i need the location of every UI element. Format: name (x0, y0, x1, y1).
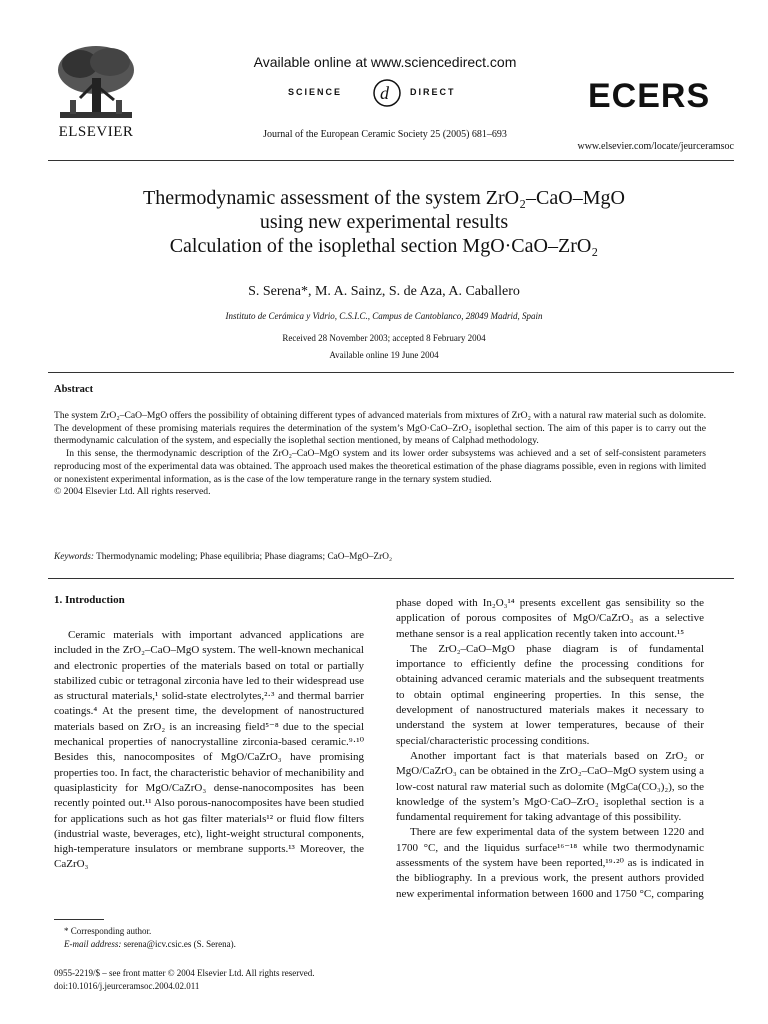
received-dates: Received 28 November 2003; accepted 8 February 2004 (282, 333, 486, 343)
left-column (54, 628, 364, 873)
article-title (60, 186, 708, 258)
email-label: E-mail address: (64, 939, 122, 949)
affiliation: Instituto de Cerámica y Vidrio, C.S.I.C., Campus de Cantoblanco, 28049 Madrid, Spain (225, 311, 543, 321)
available-online-text: Available online at www.sciencedirect.com (253, 54, 517, 70)
journal-citation: Journal of the European Ceramic Society 25 (2005) 681–693 (263, 129, 507, 140)
online-date: Available online 19 June 2004 (329, 350, 439, 360)
body-paragraph: There are few experimental data of the system between 1220 and 1700 °C, and the liquidus surface¹⁶⁻¹⁸ while two thermodynamic assessments of the system have been reported,¹⁹·²⁰ as is indicated in the bibliography. In a previous work, the present authors provided new experimental information between 1600 and 1750 °C, comparing (396, 826, 704, 900)
copyright-line: © 2004 Elsevier Ltd. All rights reserved. (54, 486, 211, 498)
doi-line[interactable]: doi:10.1016/j.jeurceramsoc.2004.02.011 (54, 981, 200, 991)
article-identifiers (54, 967, 384, 993)
abstract-top-divider (48, 372, 734, 373)
corresponding-author-note: * Corresponding author. (64, 926, 152, 936)
footnote (54, 925, 364, 951)
body-paragraph: phase doped with In₂O₃¹⁴ presents excellent gas sensibility so the application of porous composites of MgO/CaZrO₃ as a selective methane sensor is a real application recently taken into account.¹⁵ (396, 597, 704, 640)
sciencedirect-d-icon (370, 78, 404, 108)
sd-right-word: DIRECT (410, 87, 456, 97)
footnote-divider (54, 919, 104, 920)
body-paragraph: Another important fact is that materials based on ZrO₂ or MgO/CaZrO₃ can be obtained in the ZrO₂–CaO–MgO system using a low-cost natural raw material such as dolomite (MgCa(CO₃)₂), so the knowledge of the system’s MgO·CaO–ZrO₂ isoplethal section is a fundamental requirement for taking advantage of this possibility. (396, 749, 704, 824)
section-heading: 1. Introduction (54, 594, 125, 606)
journal-url[interactable]: www.elsevier.com/locate/jeurceramsoc (577, 141, 734, 152)
email-line (54, 938, 364, 951)
sciencedirect-logo (268, 78, 508, 108)
right-column (396, 596, 704, 902)
email-address[interactable]: serena@icv.csic.es (S. Serena). (123, 939, 236, 949)
publisher-name: ELSEVIER (58, 124, 134, 140)
header-divider (48, 160, 734, 161)
svg-text:d: d (380, 83, 389, 103)
keywords (54, 552, 706, 562)
author-list: S. Serena*, M. A. Sainz, S. de Aza, A. Caballero (248, 284, 520, 299)
body-paragraph: Ceramic materials with important advanced applications are included in the ZrO₂–CaO–MgO system. The well-known mechanical and electronic properties of the materials based on total or partially stabilized cubic or tetragonal zirconia have led to their widespread use as structural materials,¹ solid-state electrolytes,²·³ and thermal barrier coatings.⁴ At the present time, the development of nanostructured materials based on ZrO₂ is an increasing field⁵⁻⁸ due to the special mechanical properties of nanocrystalline zirconia-based ceramic.⁹·¹⁰ Besides this, nanocomposites of MgO/CaZrO₃ have promising properties too. In fact, the characteristic behavior of mechanibility and quasiplasticity for MgO/CaZrO₃ dense-nanocomposites has been recently pointed out.¹¹ Also porous-nanocomposites have been studied for applications such as hot gas filter materials¹² or fluid flow filters (industrial waste, beverages, etc), light-weight structural components, high-temperature insulators or membrane supports.¹³ Moreover, the CaZrO₃ (54, 629, 365, 871)
title-line: Calculation of the isoplethal section MgO·CaO–ZrO₂ (169, 235, 599, 257)
society-logo-text: ECERS (588, 77, 711, 115)
sd-left-word: SCIENCE (288, 87, 343, 97)
tree-icon (50, 42, 142, 124)
title-line: Thermodynamic assessment of the system ZrO₂–CaO–MgO (143, 187, 625, 209)
keywords-label: Keywords: (54, 552, 94, 562)
abstract-body (54, 410, 706, 499)
abstract-paragraph: The system ZrO₂–CaO–MgO offers the possibility of obtaining different types of advanced materials from mixtures of ZrO₂ with a natural raw material such as dolomite. The development of these promising materials requires the determination of the system’s MgO·CaO–ZrO₂ isoplethal section. The aim of this paper is to carry out the thermodynamic calculation of the system, and especially the isoplethal section mentioned, by means of Calphad methodology. (54, 410, 706, 447)
abstract-heading: Abstract (54, 384, 94, 395)
ecers-logo (588, 76, 728, 116)
title-line: using new experimental results (259, 211, 509, 233)
issn-line: 0955-2219/$ – see front matter © 2004 Elsevier Ltd. All rights reserved. (54, 968, 315, 978)
abstract-bottom-divider (48, 578, 734, 579)
keywords-text: Thermodynamic modeling; Phase equilibria; Phase diagrams; CaO–MgO–ZrO₂ (96, 552, 393, 562)
abstract-paragraph: In this sense, the thermodynamic description of the ZrO₂–CaO–MgO system and its lower order subsystems was achieved and a set of self-consistent parameters reproducing most of the experimental data was obtained. The approach used makes the theoretical estimation of the phase diagrams possible, even in regions with limited or nonexistent experimental information, as is the case of the low temperature range in the ternary system studied. (54, 448, 706, 485)
body-paragraph: The ZrO₂–CaO–MgO phase diagram is of fundamental importance to efficiently define the processing conditions for obtaining advanced ceramic materials and the subsequent treatments to obtain optimal engineering properties. In this sense, the development of nanostructured materials makes it necessary to understand the system at lower temperatures, because of their special/characteristic processing conditions. (396, 642, 704, 747)
